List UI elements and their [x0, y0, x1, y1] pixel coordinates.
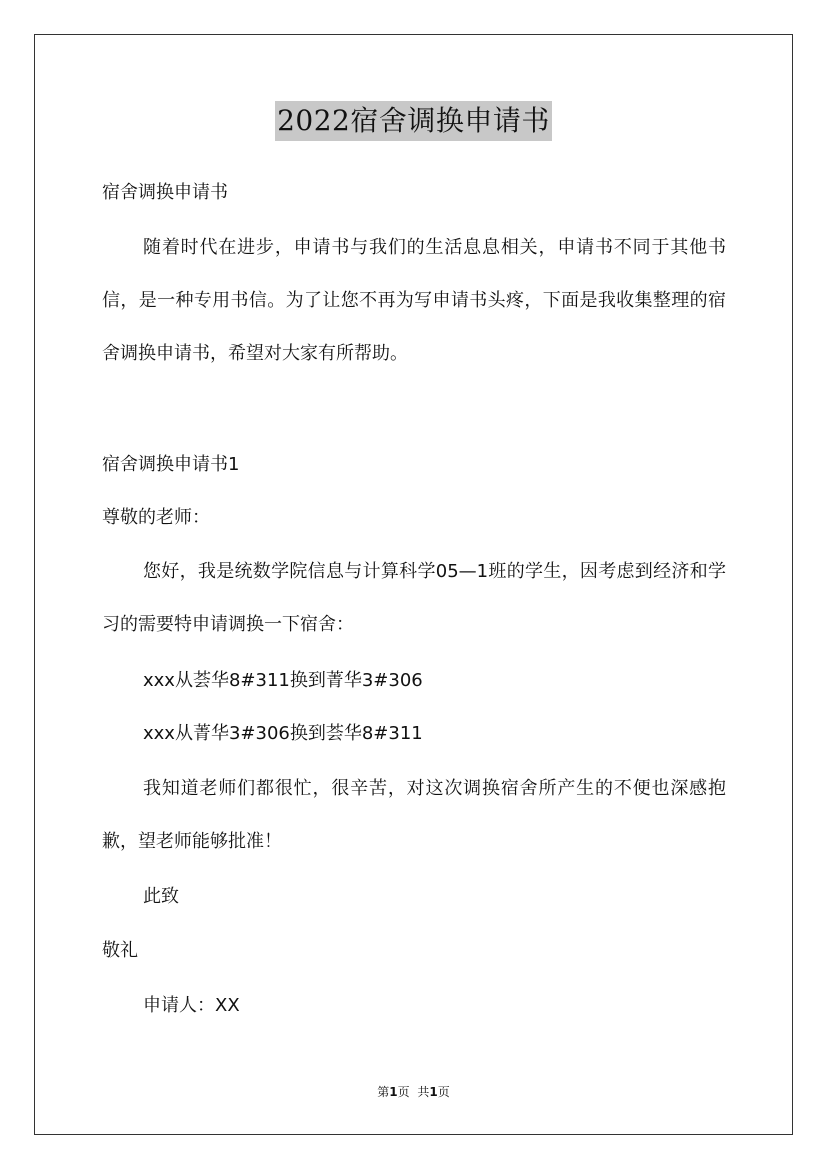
- document-title: 2022宿舍调换申请书: [275, 101, 552, 141]
- closing-line-1: 此致: [143, 886, 179, 907]
- body-paragraph-1: 您好，我是统数学院信息与计算科学05—1班的学生，因考虑到经济和学习的需要特申请调换一下宿舍：: [102, 561, 726, 635]
- intro-paragraph: 随着时代在进步，申请书与我们的生活息息相关，申请书不同于其他书信，是一种专用书信。为了让您不再为写申请书头疼，下面是我收集整理的宿舍调换申请书，希望对大家有所帮助。: [102, 237, 726, 364]
- footer-page-prefix: 第: [377, 1085, 390, 1099]
- applicant-line: 申请人：XX: [143, 995, 240, 1016]
- footer-total-suffix: 页: [437, 1085, 450, 1099]
- section-heading: 宿舍调换申请书1: [102, 454, 240, 475]
- salutation: 尊敬的老师：: [102, 507, 210, 528]
- footer-total-prefix: 共: [417, 1085, 430, 1099]
- swap-line-2: xxx从菁华3#306换到荟华8#311: [143, 723, 423, 744]
- footer-total-number: 1: [429, 1085, 438, 1099]
- body-paragraph-2: 我知道老师们都很忙，很辛苦，对这次调换宿舍所产生的不便也深感抱歉，望老师能够批准！: [102, 778, 726, 852]
- footer-page-number: 1: [389, 1085, 398, 1099]
- page-footer: [0, 1084, 827, 1100]
- title-container: [0, 101, 827, 141]
- closing-line-2: 敬礼: [102, 940, 138, 961]
- subtitle: 宿舍调换申请书: [102, 182, 228, 203]
- footer-page-suffix: 页: [397, 1085, 410, 1099]
- swap-line-1: xxx从荟华8#311换到菁华3#306: [143, 670, 423, 691]
